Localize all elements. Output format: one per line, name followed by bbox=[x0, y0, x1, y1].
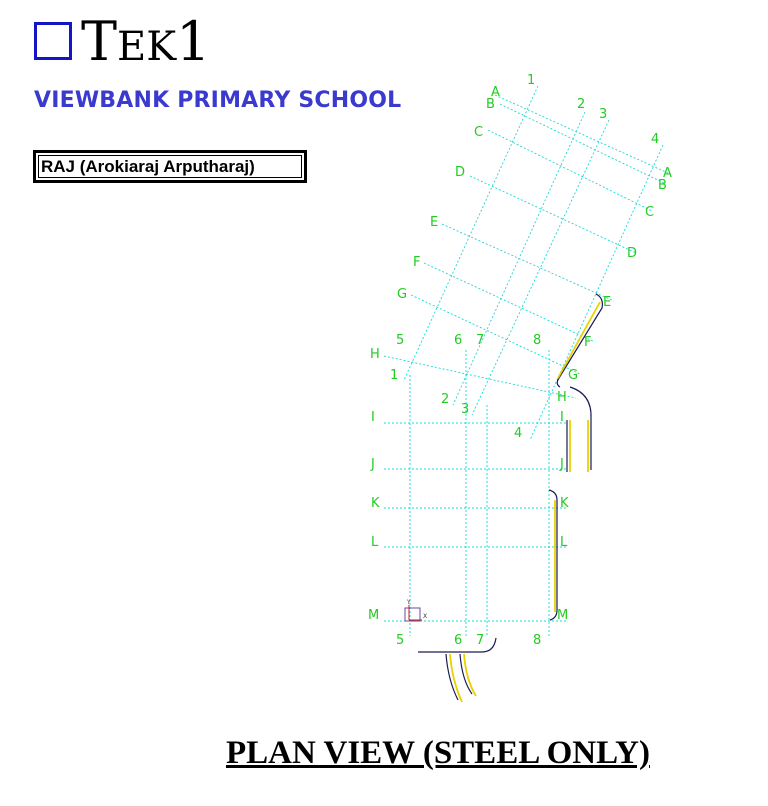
grid-label: G bbox=[397, 287, 408, 302]
logo-wordmark: TEK1 bbox=[81, 10, 211, 73]
grid-label: 2 bbox=[441, 392, 450, 407]
grid-label: E bbox=[603, 295, 612, 310]
grid-label: G bbox=[568, 368, 579, 383]
grid-label: 1 bbox=[527, 73, 536, 88]
grid-label: 4 bbox=[651, 132, 660, 147]
school-name: VIEWBANK PRIMARY SCHOOL bbox=[34, 88, 402, 113]
ucs-x-label: X bbox=[423, 613, 428, 620]
author-label: RAJ (Arokiaraj Arputharaj) bbox=[41, 157, 255, 176]
grid-label: I bbox=[560, 410, 564, 425]
grid-label: 2 bbox=[577, 97, 586, 112]
grid-label: K bbox=[371, 496, 380, 511]
grid-label: 3 bbox=[461, 402, 470, 417]
grid-label: J bbox=[560, 457, 564, 472]
grid-label: F bbox=[413, 255, 421, 270]
lower-grid-labels bbox=[368, 333, 569, 648]
grid-label: 7 bbox=[476, 333, 485, 348]
upper-grid-letter-lines bbox=[384, 95, 668, 398]
grid-label: 5 bbox=[396, 333, 405, 348]
ucs-y-label: Y bbox=[407, 599, 411, 606]
grid-label: L bbox=[560, 535, 568, 550]
grid-label: I bbox=[371, 410, 375, 425]
grid-label: 3 bbox=[599, 107, 608, 122]
grid-label: L bbox=[371, 535, 379, 550]
grid-label: 1 bbox=[390, 368, 399, 383]
grid-label: D bbox=[627, 246, 638, 261]
lower-grid-lines bbox=[384, 350, 569, 636]
ucs-icon bbox=[405, 599, 427, 621]
upper-grid-number-lines bbox=[404, 86, 663, 440]
steel-members bbox=[418, 294, 602, 702]
grid-label: J bbox=[371, 457, 375, 472]
grid-label: H bbox=[370, 347, 380, 362]
grid-label: K bbox=[560, 496, 569, 511]
plan-title: PLAN VIEW (STEEL ONLY) bbox=[226, 735, 650, 771]
grid-label: 7 bbox=[476, 633, 485, 648]
grid-label: 8 bbox=[533, 633, 542, 648]
grid-label: E bbox=[430, 215, 439, 230]
grid-label: C bbox=[474, 125, 484, 140]
grid-label: 4 bbox=[514, 426, 523, 441]
grid-label: F bbox=[584, 335, 592, 350]
grid-label: C bbox=[645, 205, 655, 220]
grid-label: B bbox=[658, 178, 667, 193]
grid-label: 6 bbox=[454, 633, 463, 648]
grid-label: 6 bbox=[454, 333, 463, 348]
grid-label: M bbox=[368, 608, 380, 623]
grid-label: A bbox=[491, 85, 500, 100]
grid-label: 5 bbox=[396, 633, 405, 648]
grid-label: H bbox=[557, 390, 567, 405]
grid-label: D bbox=[455, 165, 466, 180]
grid-label: A bbox=[663, 166, 672, 181]
grid-label: B bbox=[486, 97, 495, 112]
grid-label: 8 bbox=[533, 333, 542, 348]
grid-label: M bbox=[557, 608, 569, 623]
